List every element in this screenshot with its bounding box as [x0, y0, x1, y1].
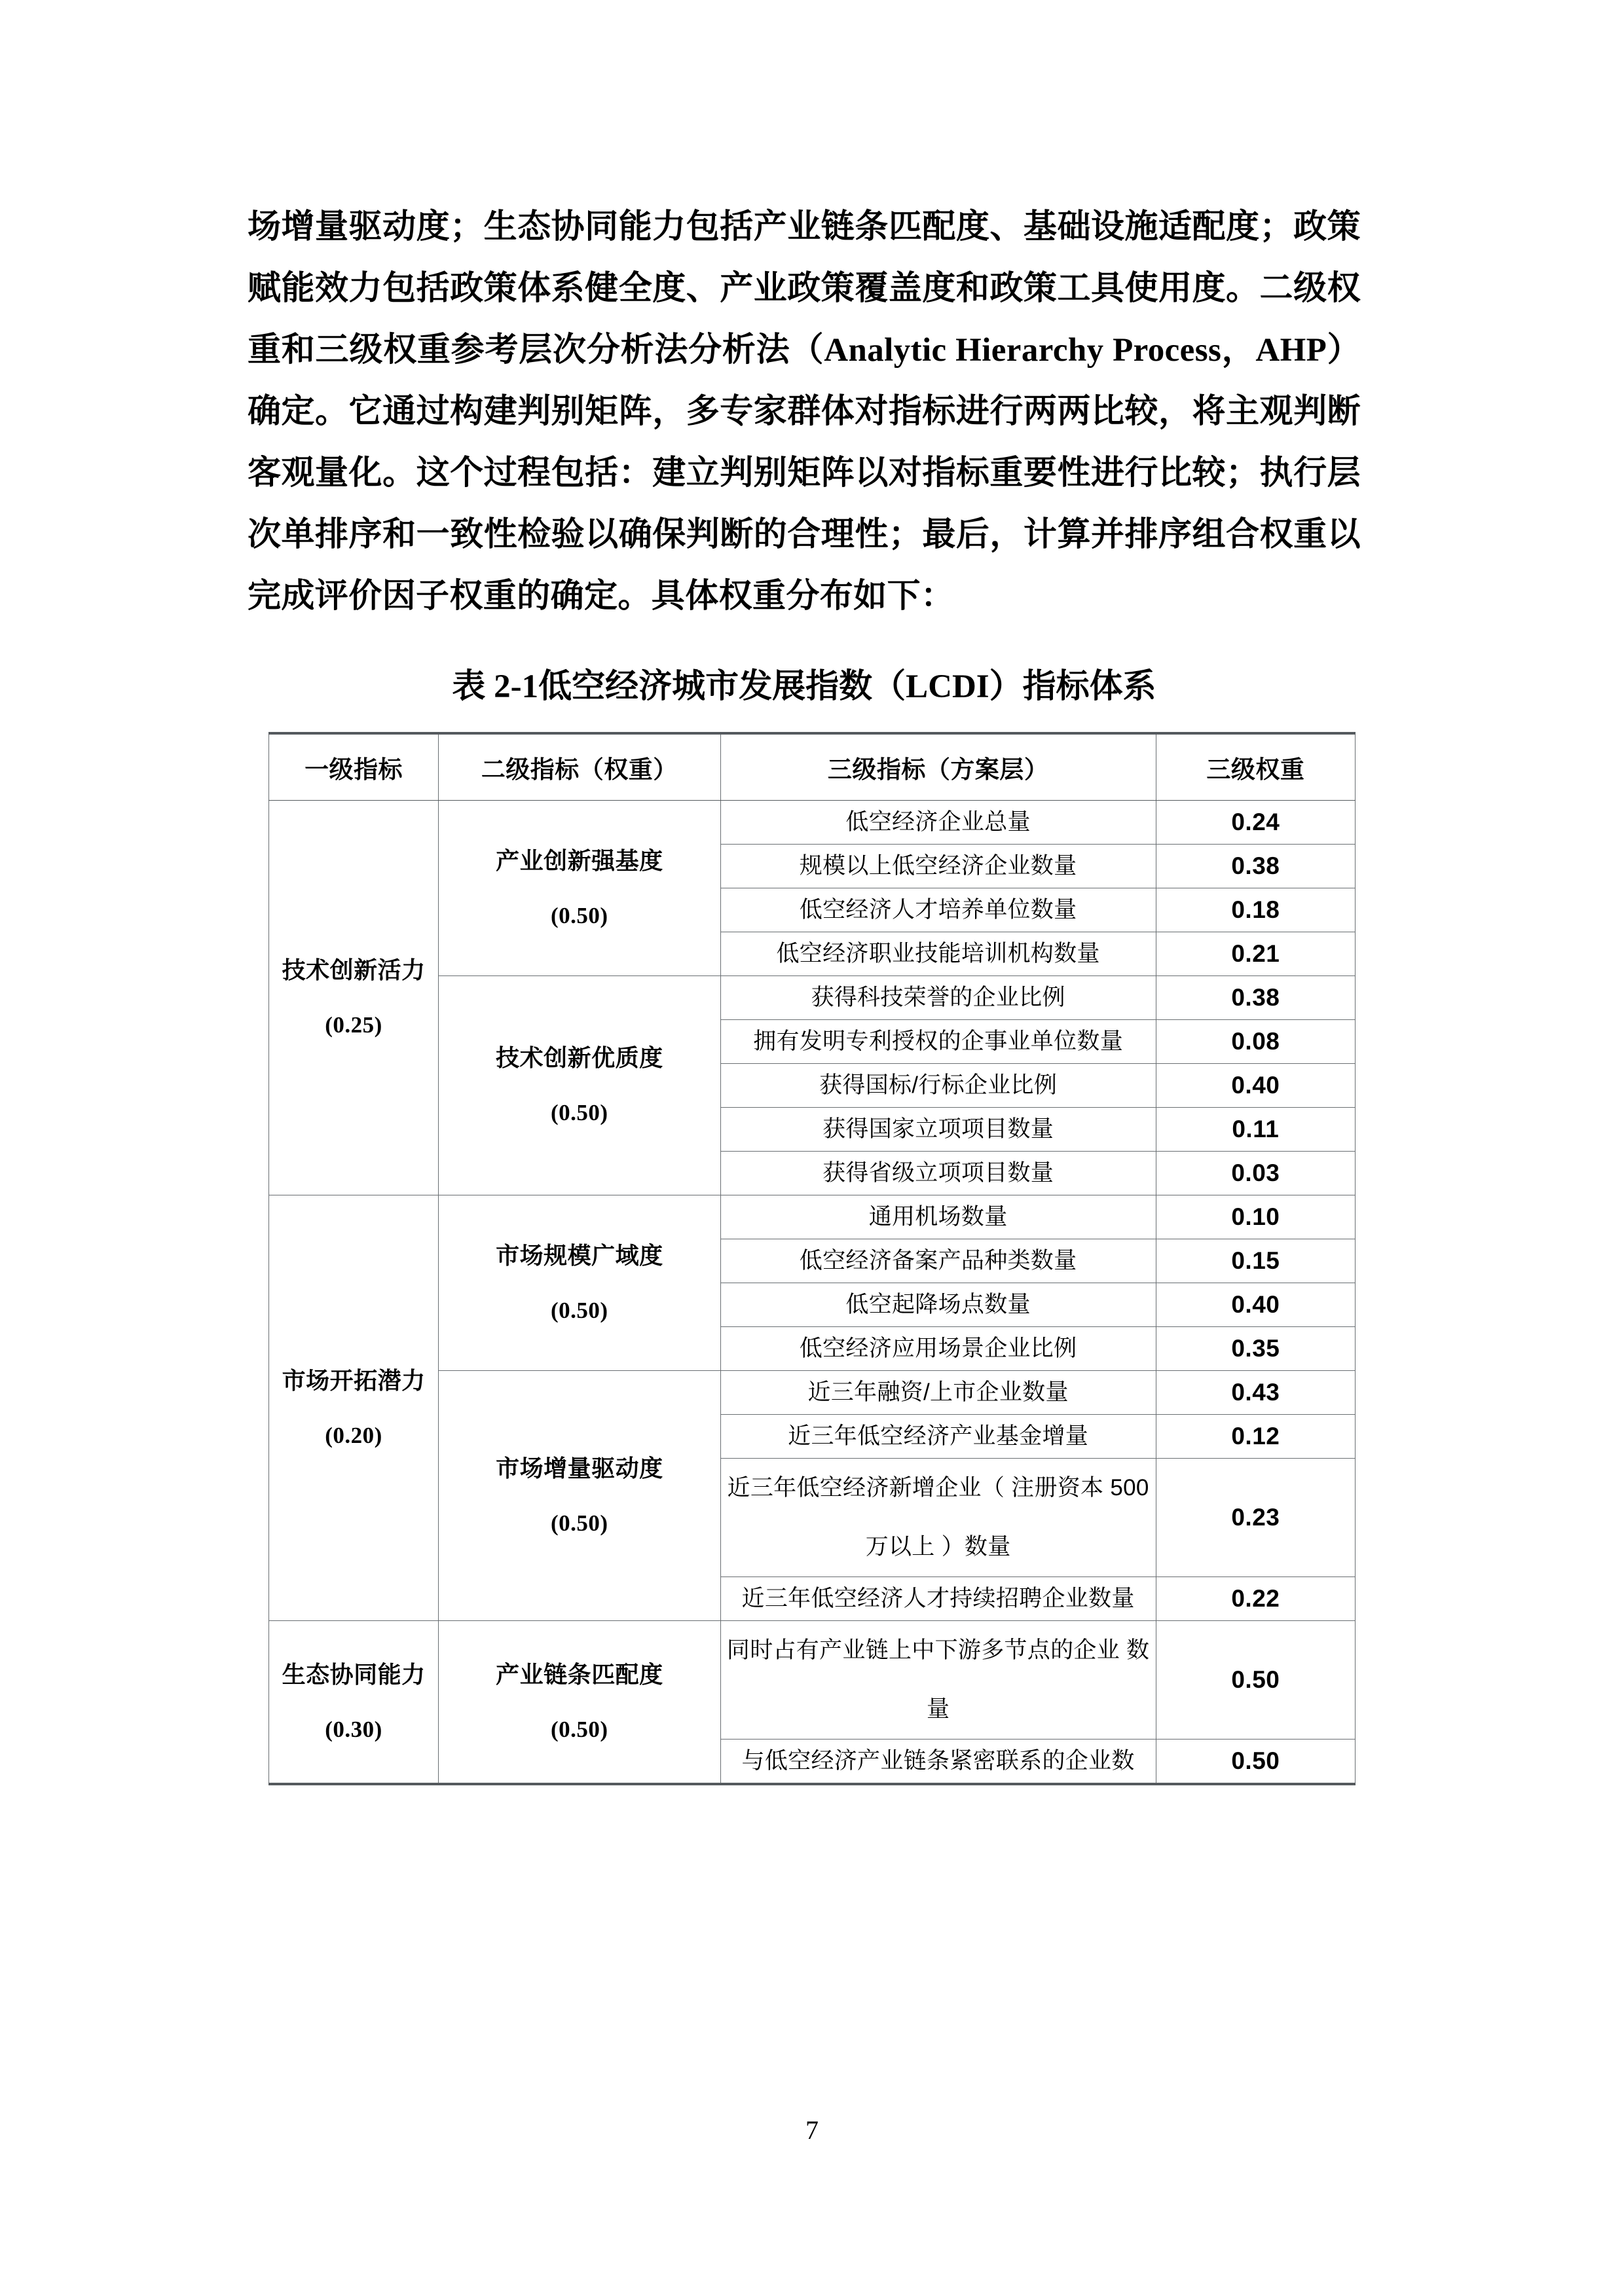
level3-indicator: 低空经济应用场景企业比例: [720, 1327, 1156, 1371]
level1-weight: (0.25): [325, 1012, 382, 1038]
level3-indicator: 获得科技荣誉的企业比例: [720, 976, 1156, 1020]
level2-weight: (0.50): [551, 1297, 608, 1323]
level3-weight: 0.11: [1156, 1108, 1355, 1152]
level2-weight: (0.50): [551, 1716, 608, 1742]
level3-indicator: 获得国标/行标企业比例: [720, 1064, 1156, 1108]
level3-weight: 0.15: [1156, 1239, 1355, 1283]
level2-cell-1: [439, 976, 720, 1195]
lcdi-indicator-table: [268, 732, 1356, 1785]
level3-weight: 0.18: [1156, 888, 1355, 932]
level3-weight: 0.43: [1156, 1371, 1355, 1415]
page-content: [248, 0, 1361, 1785]
level2-name: 技术创新优质度: [496, 1044, 663, 1071]
level3-indicator: 拥有发明专利授权的企事业单位数量: [720, 1020, 1156, 1064]
level3-weight: 0.24: [1156, 801, 1355, 845]
level2-name: 产业创新强基度: [496, 847, 663, 874]
level3-weight: 0.50: [1156, 1740, 1355, 1785]
level3-indicator: [720, 1621, 1156, 1740]
header-level3-weight: 三级权重: [1156, 733, 1355, 801]
level3-weight: 0.38: [1156, 845, 1355, 888]
level1-weight: (0.20): [325, 1422, 382, 1448]
level3-weight: 0.21: [1156, 932, 1355, 976]
level3-weight: 0.03: [1156, 1152, 1355, 1195]
header-level2: 二级指标（权重）: [439, 733, 720, 801]
table-body: [269, 801, 1356, 1785]
level2-weight: (0.50): [551, 902, 608, 928]
table-caption: 表 2-1低空经济城市发展指数（LCDI）指标体系: [452, 668, 1156, 705]
level2-weight: (0.50): [551, 1510, 608, 1536]
header-level3: 三级指标（方案层）: [720, 733, 1156, 801]
level2-cell-0: [439, 801, 720, 976]
level3-indicator: 低空经济企业总量: [720, 801, 1156, 845]
table-header-row: [269, 733, 1356, 801]
level3-indicator: 低空起降场点数量: [720, 1283, 1156, 1327]
level3-weight: 0.12: [1156, 1415, 1355, 1459]
body-paragraph: 场增量驱动度；生态协同能力包括产业链条匹配度、基础设施适配度；政策赋能效力包括政策体系健全度、产业政策覆盖度和政策工具使用度。二级权重和三级权重参考层次分析法分析法（Analytic Hierarchy Process，AHP）确定。它通过构建判别矩阵，多专家群体对指标进行两两比较，将主观判断客观量化。这个过程包括：建立判别矩阵以对指标重要性进行比较；执行层次单排序和一致性检验以确保判断的合理性；最后，计算并排序组合权重以完成评价因子权重的确定。具体权重分布如下：: [248, 209, 1361, 615]
level3-indicator: 通用机场数量: [720, 1195, 1156, 1239]
level3-indicator: 获得国家立项项目数量: [720, 1108, 1156, 1152]
level3-weight: 0.08: [1156, 1020, 1355, 1064]
level3-weight: 0.10: [1156, 1195, 1355, 1239]
level1-name: 技术创新活力: [282, 957, 426, 983]
level2-cell-3: [439, 1371, 720, 1621]
level1-name: 市场开拓潜力: [282, 1366, 426, 1394]
level3-weight: 0.22: [1156, 1577, 1355, 1621]
table-header: [269, 733, 1356, 801]
level3-weight: 0.50: [1156, 1621, 1355, 1740]
level3-indicator: 近三年低空经济人才持续招聘企业数量: [720, 1577, 1156, 1621]
level3-indicator: 获得省级立项项目数量: [720, 1152, 1156, 1195]
level3-weight: 0.40: [1156, 1283, 1355, 1327]
level3-indicator: 近三年融资/上市企业数量: [720, 1371, 1156, 1415]
level3-indicator: 低空经济职业技能培训机构数量: [720, 932, 1156, 976]
level3-weight: 0.23: [1156, 1459, 1355, 1577]
level1-cell-0: [269, 801, 439, 1195]
table-row: [269, 1195, 1356, 1239]
level1-cell-2: [269, 1621, 439, 1785]
header-level1: 一级指标: [269, 733, 439, 801]
level3-weight: 0.35: [1156, 1327, 1355, 1371]
level2-cell-2: [439, 1195, 720, 1371]
level1-weight: (0.30): [325, 1716, 382, 1742]
level3-indicator: 低空经济备案产品种类数量: [720, 1239, 1156, 1283]
level3-indicator-text: 近三年低空经济新增企业（ 注册资本 500 万以上 ）数量: [727, 1475, 1149, 1559]
table-row: [269, 801, 1356, 845]
level3-indicator: 规模以上低空经济企业数量: [720, 845, 1156, 888]
level2-name: 产业链条匹配度: [496, 1660, 663, 1688]
level2-name: 市场增量驱动度: [496, 1454, 663, 1482]
level2-cell-4: [439, 1621, 720, 1785]
table-row: [269, 1621, 1356, 1740]
level3-indicator: 低空经济人才培养单位数量: [720, 888, 1156, 932]
level1-cell-1: [269, 1195, 439, 1621]
level3-indicator-text: 同时占有产业链上中下游多节点的企业 数量: [726, 1637, 1150, 1722]
level3-weight: 0.38: [1156, 976, 1355, 1020]
level2-name: 市场规模广域度: [496, 1241, 663, 1269]
level3-indicator: [720, 1459, 1156, 1577]
level1-name: 生态协同能力: [282, 1660, 426, 1688]
level2-weight: (0.50): [551, 1100, 608, 1125]
level3-indicator: 与低空经济产业链条紧密联系的企业数: [720, 1740, 1156, 1785]
level3-indicator: 近三年低空经济产业基金增量: [720, 1415, 1156, 1459]
page-number: 7: [805, 2115, 819, 2145]
level3-weight: 0.40: [1156, 1064, 1355, 1108]
